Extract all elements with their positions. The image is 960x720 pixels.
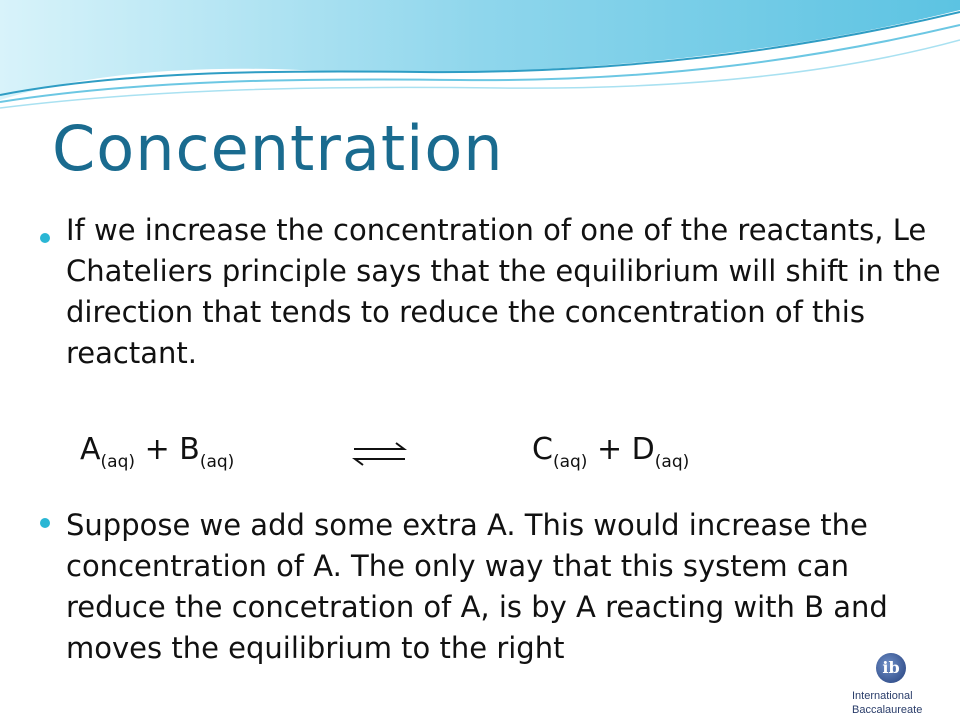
paragraph-1: If we increase the concentration of one of the reactants, Le Chateliers principle says that the equilibrium will shift in the direction that tends to reduce the concentration of this reactant. bbox=[66, 213, 941, 370]
bullet-dot-2 bbox=[40, 518, 50, 528]
state-b: (aq) bbox=[199, 452, 235, 472]
state-d: (aq) bbox=[654, 452, 690, 472]
equation-products bbox=[532, 432, 689, 472]
state-a: (aq) bbox=[100, 452, 136, 472]
species-c: C bbox=[532, 432, 553, 467]
ib-logo bbox=[840, 645, 958, 720]
plus-sign: + bbox=[596, 432, 623, 467]
equilibrium-arrows-icon bbox=[352, 440, 407, 468]
slide-title: Concentration bbox=[52, 112, 504, 185]
equation-reactants bbox=[80, 432, 234, 472]
logo-line-2: Baccalaureate bbox=[852, 704, 923, 716]
ib-logo-mark: ib bbox=[876, 653, 906, 683]
species-d: D bbox=[631, 432, 655, 467]
bullet-dot-1 bbox=[40, 233, 50, 243]
header-wave-decoration bbox=[0, 0, 960, 120]
logo-line-1: International bbox=[852, 690, 913, 702]
plus-sign: + bbox=[144, 432, 170, 467]
species-b: B bbox=[179, 432, 200, 467]
species-a: A bbox=[80, 432, 101, 467]
state-c: (aq) bbox=[552, 452, 588, 472]
ib-logo-text bbox=[852, 689, 922, 717]
paragraph-2: Suppose we add some extra A. This would increase the concentration of A. The only way that this system can reduce the concetration of A, is by A reacting with B and moves the equilibrium to the right bbox=[66, 508, 888, 665]
